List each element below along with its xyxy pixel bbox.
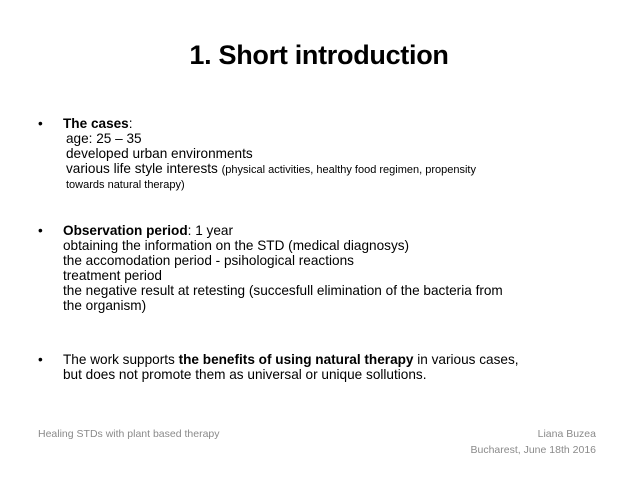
- bullet-work: [38, 352, 608, 382]
- work-line-1: [63, 352, 608, 367]
- bullet-cases: [38, 116, 608, 193]
- observation-line: the negative result at retesting (succesfull elimination of the bacteria from: [63, 283, 503, 298]
- work-prefix: The work supports: [63, 352, 179, 367]
- work-emphasis: the benefits of using natural therapy: [178, 352, 414, 367]
- bullet-cases-suffix: :: [128, 116, 133, 131]
- cases-interests-main: various life style interests: [66, 161, 222, 176]
- bullet-dot: •: [38, 116, 43, 131]
- bullet-observation-heading: [63, 223, 608, 238]
- footer-author-block: [470, 426, 596, 458]
- slide-title: 1. Short introduction: [189, 40, 449, 70]
- observation-line: the accomodation period - psihological reactions: [63, 253, 354, 268]
- observation-line: treatment period: [63, 268, 162, 283]
- footer-author: Liana Buzea: [537, 428, 596, 440]
- work-line-2: but does not promote them as universal or unique sollutions.: [63, 367, 427, 382]
- bullet-observation-content: [63, 223, 608, 313]
- bullet-cases-label: The cases: [63, 116, 129, 131]
- footer-place-date: Bucharest, June 18th 2016: [470, 444, 596, 456]
- cases-interests-detail-cont: towards natural therapy): [66, 179, 185, 191]
- observation-line: the organism): [63, 298, 147, 313]
- cases-line-age: age: 25 – 35: [66, 131, 142, 146]
- bullet-observation-label: Observation period: [63, 223, 188, 238]
- observation-line: obtaining the information on the STD (medical diagnosys): [63, 238, 410, 253]
- bullet-observation: [38, 223, 608, 313]
- bullet-work-content: [63, 352, 608, 382]
- bullet-dot: •: [38, 223, 43, 238]
- work-suffix: in various cases,: [413, 352, 519, 367]
- bullet-dot: •: [38, 352, 43, 367]
- cases-line-urban: developed urban environments: [66, 146, 253, 161]
- bullet-cases-content: [63, 116, 608, 193]
- footer-presentation-title: Healing STDs with plant based therapy: [38, 428, 220, 440]
- cases-interests-detail: (physical activities, healthy food regimen, propensity: [221, 164, 476, 176]
- bullet-cases-heading: [63, 116, 608, 131]
- bullet-observation-suffix: : 1 year: [187, 223, 233, 238]
- cases-line-interests: [66, 161, 608, 178]
